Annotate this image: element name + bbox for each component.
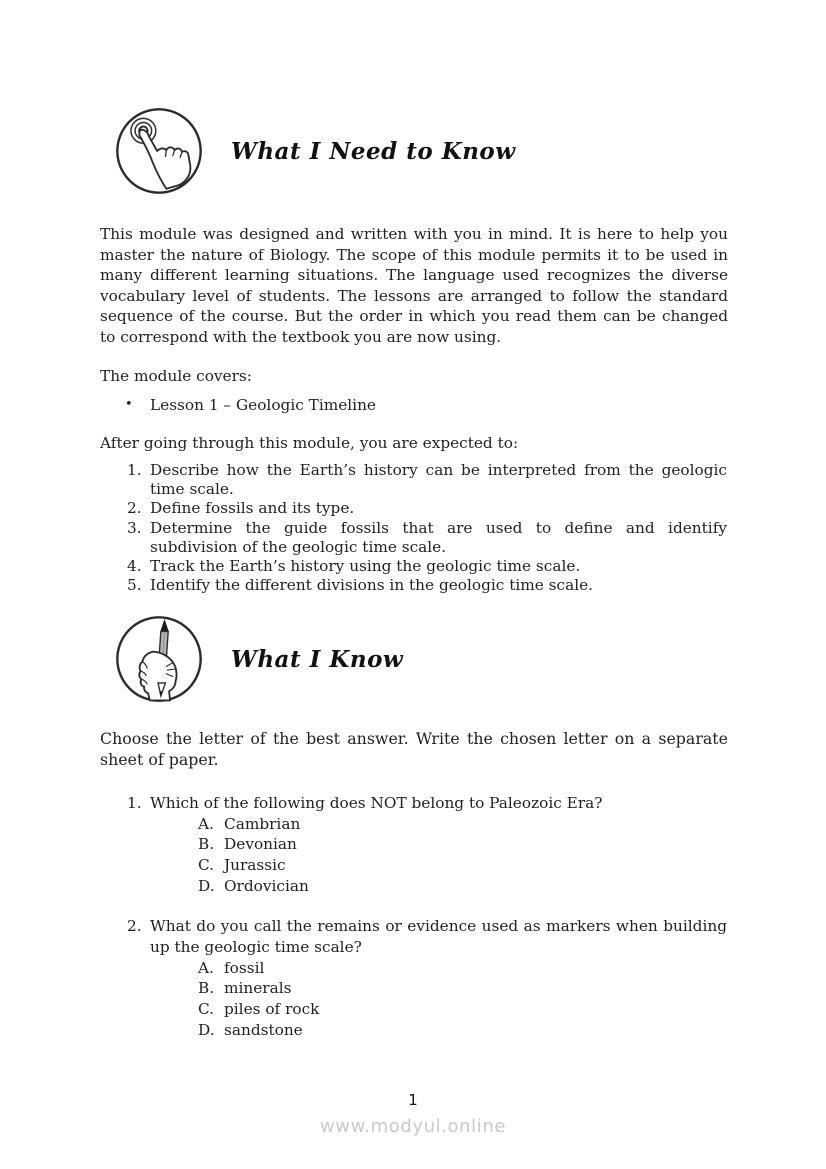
module-covers-label: The module covers: [100, 367, 252, 385]
quiz-instructions: Choose the letter of the best answer. Write the chosen letter on a separate sheet of paper. [100, 729, 728, 770]
item-text: Identify the different divisions in the geologic time scale. [150, 576, 594, 595]
option-letter: D. [198, 1020, 215, 1039]
section-title: What I Know [231, 645, 404, 673]
list-item [127, 557, 727, 576]
bullet-icon: • [125, 397, 133, 412]
option-text: piles of rock [224, 1000, 320, 1018]
item-number: 3. [127, 518, 142, 537]
options-list [198, 814, 727, 897]
section-title: What I Need to Know [231, 137, 516, 165]
option-a [198, 958, 727, 979]
section-header-what-i-need-to-know [113, 105, 516, 197]
question-1 [127, 793, 727, 896]
option-letter: D. [198, 876, 215, 895]
item-number: 4. [127, 557, 142, 576]
question-body [150, 793, 727, 896]
option-b [198, 834, 727, 855]
option-text: Cambrian [224, 814, 301, 833]
option-c [198, 999, 727, 1020]
objectives-label: After going through this module, you are expected to: [100, 434, 519, 452]
option-letter: A. [198, 814, 214, 833]
list-item [127, 499, 727, 518]
list-item [127, 461, 727, 499]
question-list [127, 793, 727, 1060]
option-letter: C. [198, 856, 215, 874]
option-text: Ordovician [224, 876, 309, 895]
option-letter: A. [198, 958, 214, 977]
question-number: 2. [127, 917, 142, 936]
option-letter: B. [198, 979, 215, 998]
lesson-text: Lesson 1 – Geologic Timeline [150, 396, 376, 414]
option-letter: C. [198, 1000, 215, 1018]
section-header-what-i-know [113, 613, 403, 705]
item-number: 2. [127, 499, 142, 518]
option-text: Jurassic [224, 856, 286, 874]
list-item [127, 519, 727, 557]
objectives-list [127, 461, 727, 595]
option-d [198, 876, 727, 897]
question-2 [127, 916, 727, 1040]
option-text: sandstone [224, 1020, 303, 1039]
item-text: Describe how the Earth’s history can be interpreted from the geologic time scale. [150, 461, 727, 499]
option-text: fossil [224, 958, 265, 977]
item-text: Define fossils and its type. [150, 499, 355, 518]
option-text: Devonian [224, 835, 297, 854]
watermark-url: www.modyul.online [319, 1116, 507, 1137]
option-a [198, 814, 727, 835]
item-text: Determine the guide fossils that are used to define and identify subdivision of the geologic time scale. [150, 518, 727, 556]
options-list [198, 958, 727, 1041]
item-number: 5. [127, 576, 142, 595]
list-item-lesson-1 [125, 395, 376, 416]
intro-paragraph: This module was designed and written with you in mind. It is here to help you master the nature of Biology. The scope of this module permits it to be used in many different learning situations. The language used recognizes the diverse vocabulary level of students. The lessons are arranged to follow the standard sequence of the course. But the order in which you read them can be changed to correspond with the textbook you are now using. [100, 225, 728, 346]
page-number: 1 [408, 1091, 418, 1109]
option-letter: B. [198, 835, 215, 854]
question-text: Which of the following does NOT belong to Paleozoic Era? [150, 794, 603, 812]
question-number: 1. [127, 794, 142, 812]
option-d [198, 1020, 727, 1041]
option-b [198, 978, 727, 999]
item-text: Track the Earth’s history using the geologic time scale. [150, 557, 581, 576]
question-body [150, 916, 727, 1040]
option-c [198, 855, 727, 876]
list-item [127, 576, 727, 595]
item-number: 1. [127, 461, 142, 479]
option-text: minerals [224, 979, 292, 998]
hand-touch-icon [113, 105, 205, 197]
hand-holding-pencil-icon [113, 613, 205, 705]
question-text: What do you call the remains or evidence used as markers when building up the geologic time scale? [150, 917, 727, 956]
